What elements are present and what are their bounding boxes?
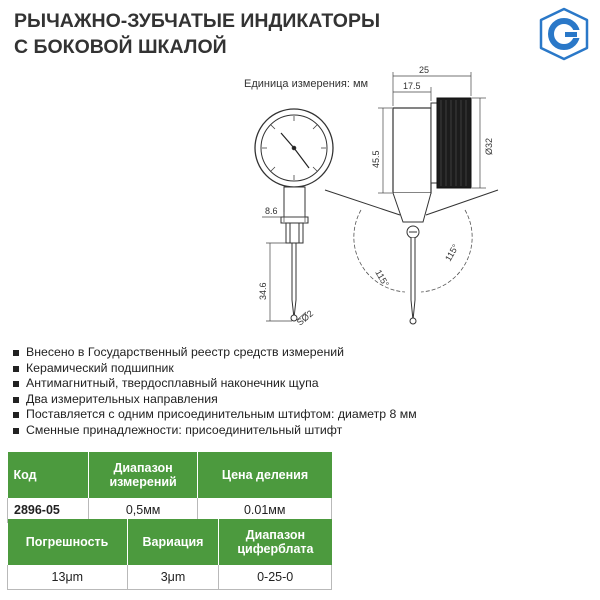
dim-probe-length: 34.6 — [258, 282, 268, 300]
table-header-row — [8, 452, 332, 498]
header-accuracy — [8, 519, 128, 565]
list-item — [12, 345, 417, 361]
insize-logo-icon — [536, 6, 592, 62]
header-dial-range-line2: циферблата — [237, 542, 314, 556]
header-range — [88, 452, 198, 498]
dim-stem-width: 8.6 — [265, 206, 278, 216]
title-line-1: РЫЧАЖНО-ЗУБЧАТЫЕ ИНДИКАТОРЫ — [14, 10, 381, 32]
dim-dial-diameter: Ø32 — [484, 137, 494, 155]
cell-range: 0,5мм — [88, 498, 198, 523]
header-dial-range-line1: Диапазон — [245, 528, 306, 542]
feature-text: Антимагнитный, твердосплавный наконечник щупа — [26, 376, 319, 390]
indicator-drawing — [225, 60, 525, 335]
header-code — [8, 452, 89, 498]
list-item — [12, 423, 417, 439]
feature-text: Поставляется с одним присоединительным штифтом: диаметр 8 мм — [26, 407, 417, 421]
cell-dial-range: 0-25-0 — [219, 565, 332, 590]
header-variation — [127, 519, 219, 565]
bullet-icon — [13, 350, 19, 356]
header-dial-range — [219, 519, 332, 565]
dim-ball: SØ2 — [294, 308, 316, 328]
bullet-icon — [13, 428, 19, 434]
bullet-icon — [13, 366, 19, 372]
bullet-icon — [13, 381, 19, 387]
cell-accuracy: 13μm — [8, 565, 128, 590]
cell-division: 0.01мм — [198, 498, 332, 523]
feature-text: Внесено в Государственный реестр средств измерений — [26, 345, 344, 359]
bullet-icon — [13, 397, 19, 403]
header-division-label: Цена деления — [221, 468, 309, 482]
header-range-line2: измерений — [109, 475, 177, 489]
list-item — [12, 392, 417, 408]
spec-table-accuracy — [7, 519, 332, 590]
dim-total-width: 25 — [419, 65, 430, 75]
dim-height: 45.5 — [371, 150, 381, 168]
bullet-icon — [13, 412, 19, 418]
header-code-label: Код — [13, 468, 37, 482]
list-item — [12, 407, 417, 423]
feature-text: Керамический подшипник — [26, 360, 174, 375]
table-header-row — [8, 519, 332, 565]
dim-angle-right: 115° — [443, 242, 461, 263]
spec-table-main — [7, 452, 332, 523]
cell-variation: 3μm — [127, 565, 219, 590]
unit-label: Единица измерения: мм — [244, 78, 369, 90]
header-accuracy-label: Погрешность — [25, 535, 109, 549]
page-title — [14, 8, 380, 60]
dim-angle-left: 115° — [373, 268, 391, 289]
list-item — [12, 376, 417, 392]
table-row — [8, 565, 332, 590]
feature-text: Два измерительных направления — [26, 391, 218, 406]
list-item — [12, 361, 417, 377]
side-view — [325, 98, 498, 324]
feature-list — [12, 345, 417, 438]
header-division — [198, 452, 332, 498]
title-line-2: С БОКОВОЙ ШКАЛОЙ — [14, 36, 227, 58]
cell-code: 2896-05 — [8, 498, 89, 523]
dim-body-width: 17.5 — [403, 81, 421, 91]
header-range-line1: Диапазон — [113, 461, 173, 475]
header-variation-label: Вариация — [142, 535, 204, 549]
feature-text: Сменные принадлежности: присоединительный штифт — [26, 422, 343, 437]
